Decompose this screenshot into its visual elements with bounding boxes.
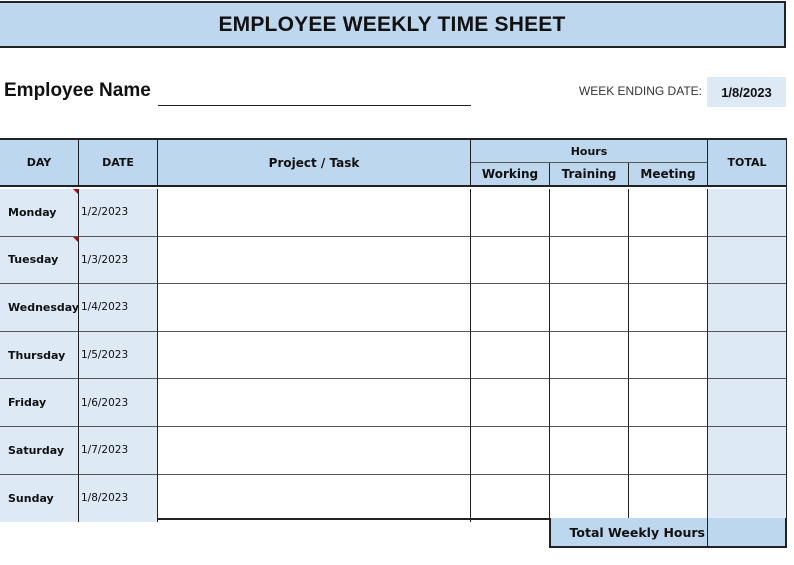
- sheet-title: EMPLOYEE WEEKLY TIME SHEET: [0, 1, 786, 48]
- date-cell: 1/8/2023: [79, 475, 158, 523]
- meeting-hours-cell[interactable]: [629, 284, 708, 332]
- total-hours-cell[interactable]: [708, 284, 786, 332]
- total-weekly-hours-value[interactable]: [708, 518, 787, 546]
- total-hours-cell[interactable]: [708, 332, 786, 380]
- timesheet-table: [0, 138, 787, 520]
- meeting-hours-cell[interactable]: [629, 379, 708, 427]
- header-meeting: Meeting: [629, 163, 708, 187]
- working-hours-cell[interactable]: [471, 237, 550, 285]
- project-cell[interactable]: [158, 237, 471, 285]
- training-hours-cell[interactable]: [550, 284, 629, 332]
- meeting-hours-cell[interactable]: [629, 427, 708, 475]
- day-cell: Sunday: [0, 475, 79, 523]
- comment-indicator-icon[interactable]: [73, 189, 78, 194]
- date-cell: 1/4/2023: [79, 284, 158, 332]
- day-cell: Tuesday: [0, 237, 79, 285]
- employee-name-label: Employee Name: [4, 80, 151, 101]
- week-ending-label: WEEK ENDING DATE:: [578, 84, 702, 98]
- total-hours-cell[interactable]: [708, 189, 786, 237]
- total-hours-cell[interactable]: [708, 475, 786, 523]
- comment-indicator-icon[interactable]: [73, 237, 78, 242]
- header-date: DATE: [79, 140, 158, 187]
- working-hours-cell[interactable]: [471, 284, 550, 332]
- week-ending-value[interactable]: 1/8/2023: [707, 77, 786, 107]
- project-cell[interactable]: [158, 475, 471, 523]
- training-hours-cell[interactable]: [550, 379, 629, 427]
- training-hours-cell[interactable]: [550, 475, 629, 523]
- date-cell: 1/5/2023: [79, 332, 158, 380]
- total-weekly-hours-row: [549, 518, 787, 548]
- training-hours-cell[interactable]: [550, 427, 629, 475]
- working-hours-cell[interactable]: [471, 189, 550, 237]
- meeting-hours-cell[interactable]: [629, 332, 708, 380]
- total-hours-cell[interactable]: [708, 427, 786, 475]
- meeting-hours-cell[interactable]: [629, 237, 708, 285]
- working-hours-cell[interactable]: [471, 332, 550, 380]
- working-hours-cell[interactable]: [471, 427, 550, 475]
- header-total: TOTAL: [708, 140, 786, 187]
- date-cell: 1/6/2023: [79, 379, 158, 427]
- project-cell[interactable]: [158, 379, 471, 427]
- meeting-hours-cell[interactable]: [629, 189, 708, 237]
- header-working: Working: [471, 163, 550, 187]
- day-cell: Friday: [0, 379, 79, 427]
- date-cell: 1/3/2023: [79, 237, 158, 285]
- date-cell: 1/7/2023: [79, 427, 158, 475]
- day-cell: Monday: [0, 189, 79, 237]
- header-hours: Hours: [471, 140, 708, 163]
- working-hours-cell[interactable]: [471, 475, 550, 523]
- total-hours-cell[interactable]: [708, 379, 786, 427]
- training-hours-cell[interactable]: [550, 332, 629, 380]
- total-hours-cell[interactable]: [708, 237, 786, 285]
- header-project: Project / Task: [158, 140, 471, 187]
- day-cell: Thursday: [0, 332, 79, 380]
- day-cell: Wednesday: [0, 284, 79, 332]
- project-cell[interactable]: [158, 332, 471, 380]
- meeting-hours-cell[interactable]: [629, 475, 708, 523]
- training-hours-cell[interactable]: [550, 189, 629, 237]
- header-day: DAY: [0, 140, 79, 187]
- project-cell[interactable]: [158, 427, 471, 475]
- total-weekly-hours-label: Total Weekly Hours: [551, 518, 708, 546]
- training-hours-cell[interactable]: [550, 237, 629, 285]
- working-hours-cell[interactable]: [471, 379, 550, 427]
- header-training: Training: [550, 163, 629, 187]
- date-cell: 1/2/2023: [79, 189, 158, 237]
- project-cell[interactable]: [158, 284, 471, 332]
- project-cell[interactable]: [158, 189, 471, 237]
- day-cell: Saturday: [0, 427, 79, 475]
- employee-name-field[interactable]: [158, 105, 471, 106]
